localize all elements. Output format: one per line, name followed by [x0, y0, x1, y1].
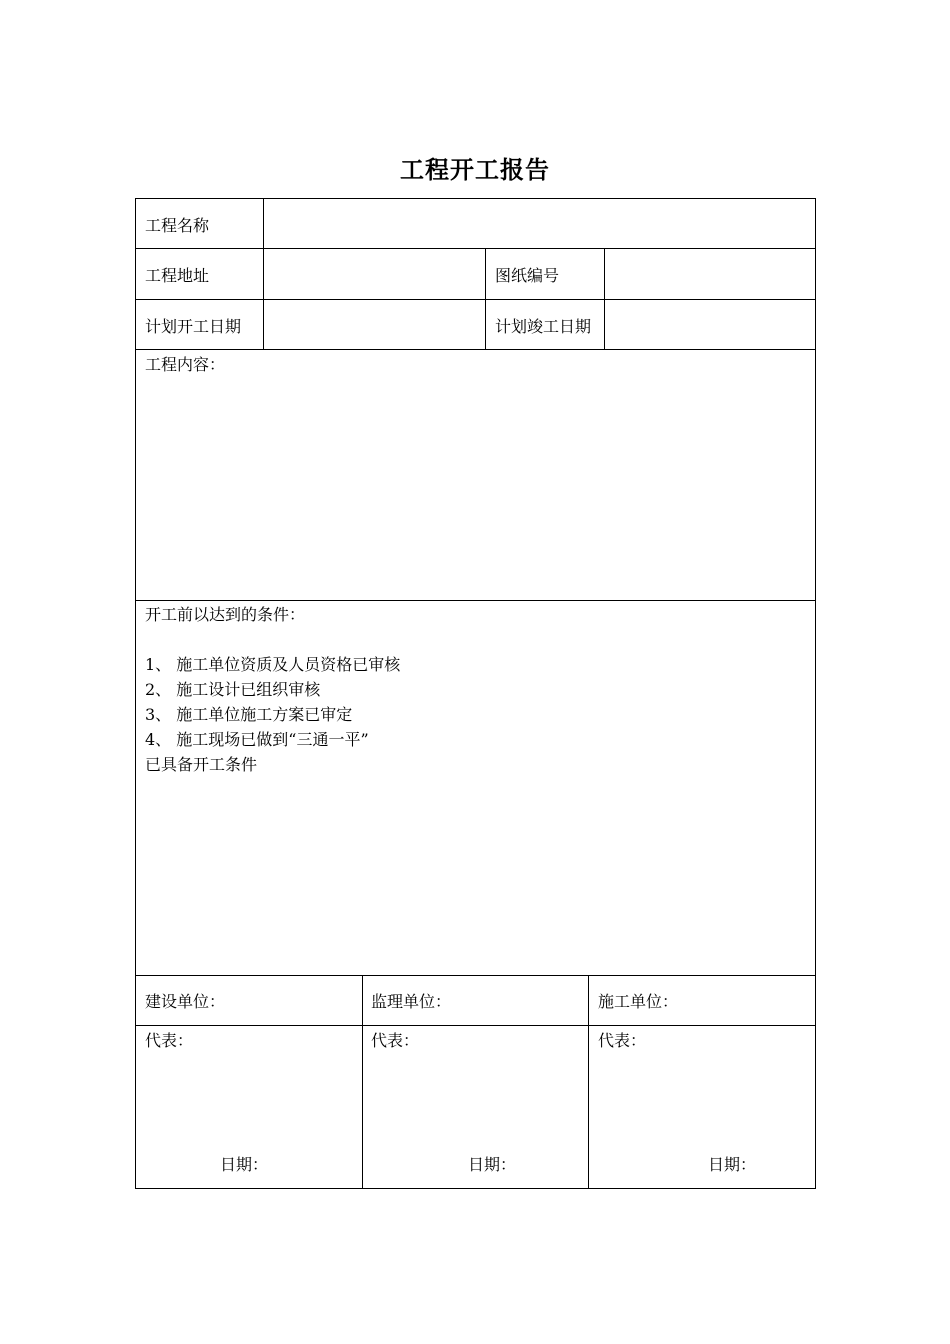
column-divider [588, 975, 589, 1189]
planned-start-label: 计划开工日期 [145, 317, 242, 336]
row-divider [135, 349, 816, 350]
contractor-unit-label: 施工单位： [598, 992, 679, 1011]
conditions-heading: 开工前以达到的条件： [145, 605, 306, 624]
condition-item: 4、 施工现场已做到“三通一平” [145, 730, 369, 749]
project-address-field[interactable] [264, 249, 485, 299]
supervisor-date-label: 日期： [468, 1155, 517, 1174]
row-divider [135, 600, 816, 601]
owner-date-label: 日期： [220, 1155, 269, 1174]
drawing-number-field[interactable] [605, 249, 815, 299]
owner-unit-label: 建设单位： [145, 992, 226, 1011]
conditions-conclusion: 已具备开工条件 [145, 755, 258, 774]
row-divider [135, 975, 816, 976]
planned-start-field[interactable] [264, 300, 485, 349]
condition-item: 3、 施工单位施工方案已审定 [145, 705, 353, 724]
project-name-field[interactable] [264, 199, 815, 248]
planned-completion-field[interactable] [605, 300, 815, 349]
owner-representative-label: 代表： [145, 1031, 194, 1050]
row-divider [135, 1025, 816, 1026]
project-content-label: 工程内容： [145, 355, 226, 374]
supervisor-unit-label: 监理单位： [371, 992, 452, 1011]
contractor-representative-label: 代表： [598, 1031, 647, 1050]
supervisor-representative-label: 代表： [371, 1031, 420, 1050]
condition-item: 2、 施工设计已组织审核 [145, 680, 321, 699]
column-divider [485, 248, 486, 349]
project-content-field[interactable] [136, 378, 815, 599]
planned-completion-label: 计划竣工日期 [495, 317, 592, 336]
form-title: 工程开工报告 [400, 156, 550, 184]
column-divider [362, 975, 363, 1189]
project-address-label: 工程地址 [145, 266, 210, 285]
project-name-label: 工程名称 [145, 216, 210, 235]
drawing-number-label: 图纸编号 [495, 266, 560, 285]
condition-item: 1、 施工单位资质及人员资格已审核 [145, 655, 401, 674]
contractor-date-label: 日期： [708, 1155, 757, 1174]
